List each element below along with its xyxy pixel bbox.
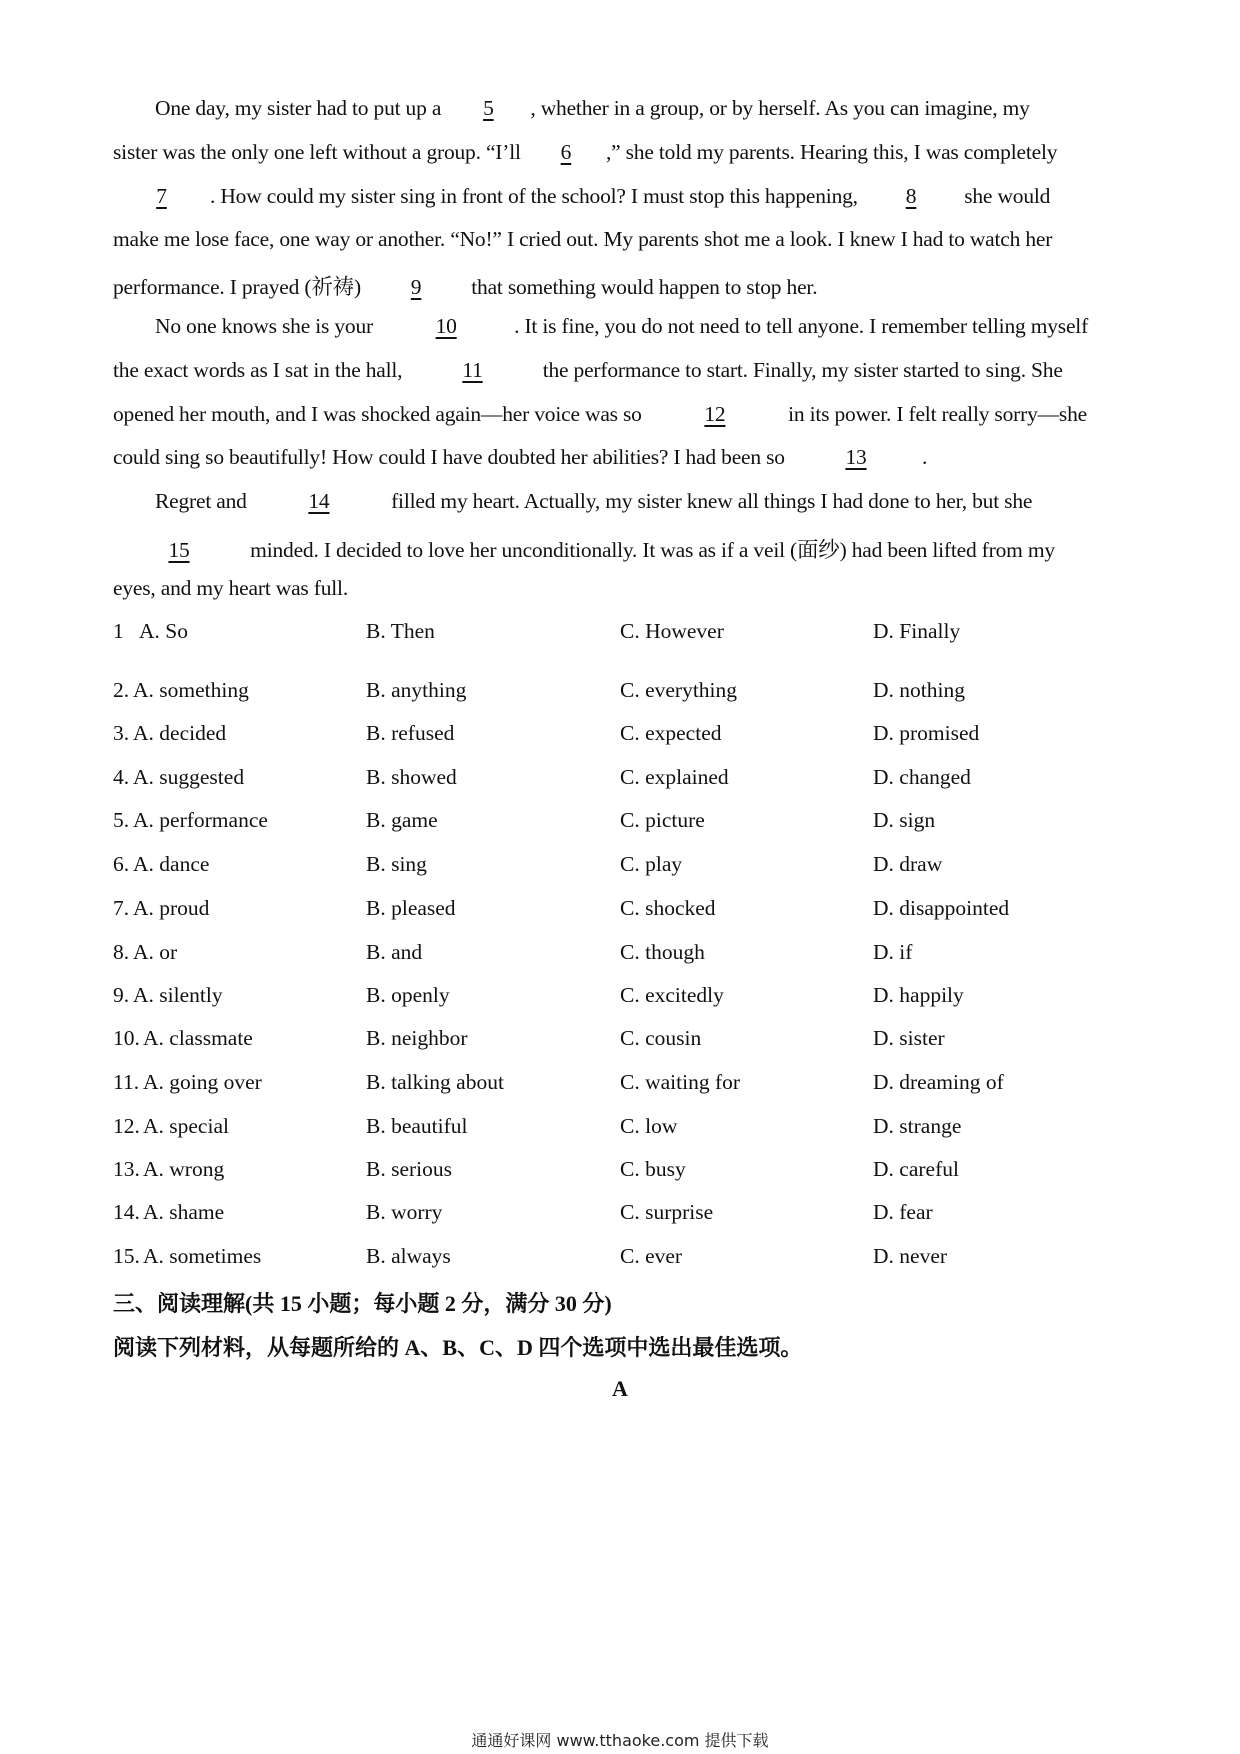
- option-c: C. excitedly: [620, 983, 724, 1007]
- passage-text: minded. I decided to love her unconditionally. It was as if a veil (面纱) had been lifted from my: [245, 538, 1055, 562]
- option-b: B. showed: [366, 765, 457, 789]
- question-row: [113, 1157, 1123, 1187]
- passage-line: [113, 402, 1087, 427]
- passage-line: [113, 140, 1057, 165]
- question-row: [113, 765, 1123, 795]
- passage-text: in its power. I felt really sorry—she: [782, 402, 1087, 426]
- option-c: C. shocked: [620, 896, 716, 920]
- question-number: 4.: [113, 765, 130, 789]
- question-number: 5.: [113, 808, 130, 832]
- passage-label: A: [612, 1376, 628, 1401]
- passage-line: [155, 489, 1032, 514]
- option-c: C. picture: [620, 808, 705, 832]
- option-d: D. strange: [873, 1114, 962, 1138]
- question-row: [113, 940, 1123, 970]
- question-row: [113, 1114, 1123, 1144]
- option-d: D. disappointed: [873, 896, 1010, 920]
- option-d: D. sister: [873, 1026, 945, 1050]
- option-a: A. wrong: [143, 1157, 225, 1181]
- option-b: B. refused: [366, 721, 455, 745]
- option-a: A. something: [133, 678, 249, 702]
- passage-line: [113, 358, 1063, 383]
- passage-text: the performance to start. Finally, my sister started to sing. She: [537, 358, 1063, 382]
- page-footer: 通通好课网 www.tthaoke.com 提供下载: [471, 1731, 769, 1750]
- question-row: [113, 983, 1123, 1013]
- question-number: 7.: [113, 896, 130, 920]
- passage-line: eyes, and my heart was full.: [113, 576, 349, 600]
- option-d: D. never: [873, 1244, 948, 1268]
- passage-line: [113, 184, 1050, 209]
- option-c: C. waiting for: [620, 1070, 741, 1094]
- option-d: D. promised: [873, 721, 980, 745]
- option-b: B. openly: [366, 983, 450, 1007]
- passage-text: One day, my sister had to put up a: [155, 96, 447, 120]
- question-row: [113, 678, 1123, 708]
- blank-6: 6: [560, 140, 572, 164]
- question-row: [113, 808, 1123, 838]
- option-c: C. low: [620, 1114, 678, 1138]
- question-number: 3.: [113, 721, 130, 745]
- option-c: C. everything: [620, 678, 738, 702]
- passage-text: No one knows she is your: [155, 314, 379, 338]
- option-a: A. dance: [133, 852, 210, 876]
- option-b: B. neighbor: [366, 1026, 468, 1050]
- passage-line: [155, 314, 1088, 339]
- option-b: B. always: [366, 1244, 451, 1268]
- option-c: C. expected: [620, 721, 722, 745]
- passage-text: . How could my sister sing in front of the school? I must stop this happening,: [210, 184, 864, 208]
- option-c: C. play: [620, 852, 683, 876]
- option-d: D. draw: [873, 852, 943, 876]
- section-heading: 三、阅读理解(共 15 小题；每小题 2 分，满分 30 分): [113, 1291, 612, 1316]
- passage-text: Regret and: [155, 489, 252, 513]
- question-row: [113, 1200, 1123, 1230]
- option-b: B. pleased: [366, 896, 456, 920]
- option-a: A. silently: [133, 983, 223, 1007]
- blank-10: 10: [435, 314, 457, 338]
- option-d: D. happily: [873, 983, 964, 1007]
- question-number: 12.: [113, 1114, 140, 1138]
- passage-text: that something would happen to stop her.: [466, 275, 818, 299]
- option-a: A. performance: [133, 808, 268, 832]
- option-b: B. talking about: [366, 1070, 504, 1094]
- question-number: 11.: [113, 1070, 140, 1094]
- blank-7: 7: [156, 184, 167, 208]
- blank-8: 8: [905, 184, 917, 208]
- option-b: B. beautiful: [366, 1114, 468, 1138]
- passage-text: she would: [959, 184, 1051, 208]
- question-row: [113, 619, 1123, 649]
- option-d: D. dreaming of: [873, 1070, 1004, 1094]
- passage-text: filled my heart. Actually, my sister knew all things I had done to her, but she: [385, 489, 1033, 513]
- passage-text: . It is fine, you do not need to tell anyone. I remember telling myself: [514, 314, 1089, 338]
- option-a: A. or: [133, 940, 178, 964]
- question-number: 10.: [113, 1026, 140, 1050]
- option-b: B. game: [366, 808, 438, 832]
- option-c: C. though: [620, 940, 705, 964]
- option-d: D. changed: [873, 765, 971, 789]
- blank-14: 14: [308, 489, 330, 513]
- question-row: [113, 721, 1123, 751]
- blank-5: 5: [483, 96, 494, 120]
- passage-text: .: [922, 445, 928, 469]
- option-b: B. serious: [366, 1157, 452, 1181]
- option-b: B. sing: [366, 852, 427, 876]
- passage-text: opened her mouth, and I was shocked again—her voice was so: [113, 402, 647, 426]
- passage-line: [113, 445, 927, 470]
- option-a: A. going over: [143, 1070, 262, 1094]
- option-d: D. if: [873, 940, 913, 964]
- passage-text: ,” she told my parents. Hearing this, I was completely: [605, 140, 1058, 164]
- section-instruction: 阅读下列材料，从每题所给的 A、B、C、D 四个选项中选出最佳选项。: [113, 1335, 803, 1360]
- blank-13: 13: [845, 445, 867, 469]
- question-number: 8.: [113, 940, 130, 964]
- option-c: C. cousin: [620, 1026, 702, 1050]
- option-c: C. explained: [620, 765, 729, 789]
- blank-15: 15: [168, 538, 190, 562]
- passage-text: sister was the only one left without a group. “I’ll: [113, 140, 526, 164]
- passage-line: make me lose face, one way or another. “No!” I cried out. My parents shot me a look. I knew I had to watch her: [113, 227, 1053, 251]
- passage-line: [113, 533, 1055, 564]
- option-c: C. busy: [620, 1157, 686, 1181]
- option-d: D. sign: [873, 808, 936, 832]
- option-b: B. worry: [366, 1200, 443, 1224]
- passage-text: , whether in a group, or by herself. As you can imagine, my: [530, 96, 1030, 120]
- blank-12: 12: [704, 402, 726, 426]
- option-d: D. careful: [873, 1157, 959, 1181]
- option-a: A. proud: [133, 896, 210, 920]
- option-c: C. ever: [620, 1244, 683, 1268]
- question-number: 14.: [113, 1200, 140, 1224]
- question-row: [113, 1244, 1123, 1274]
- question-number: 6.: [113, 852, 130, 876]
- option-a: A. shame: [143, 1200, 225, 1224]
- option-a: A. decided: [133, 721, 227, 745]
- option-a: A. special: [143, 1114, 229, 1138]
- option-d: D. Finally: [873, 619, 961, 643]
- blank-11: 11: [462, 358, 483, 382]
- question-number: 1: [113, 619, 124, 643]
- option-d: D. nothing: [873, 678, 965, 702]
- passage-line: [113, 270, 817, 301]
- question-row: [113, 1026, 1123, 1056]
- question-number: 15.: [113, 1244, 140, 1268]
- passage-text: could sing so beautifully! How could I have doubted her abilities? I had been so: [113, 445, 790, 469]
- option-c: C. However: [620, 619, 724, 643]
- passage-text: the exact words as I sat in the hall,: [113, 358, 408, 382]
- option-a: A. So: [139, 619, 188, 643]
- option-c: C. surprise: [620, 1200, 714, 1224]
- question-number: 13.: [113, 1157, 140, 1181]
- question-number: 2.: [113, 678, 130, 702]
- blank-9: 9: [410, 275, 422, 299]
- passage-text: performance. I prayed (祈祷): [113, 275, 367, 299]
- option-a: A. classmate: [143, 1026, 253, 1050]
- option-b: B. anything: [366, 678, 467, 702]
- option-a: A. sometimes: [143, 1244, 262, 1268]
- option-b: B. Then: [366, 619, 435, 643]
- question-number: 9.: [113, 983, 130, 1007]
- question-row: [113, 896, 1123, 926]
- option-b: B. and: [366, 940, 423, 964]
- passage-line: [155, 96, 1030, 121]
- question-row: [113, 852, 1123, 882]
- option-a: A. suggested: [133, 765, 245, 789]
- question-row: [113, 1070, 1123, 1100]
- option-d: D. fear: [873, 1200, 933, 1224]
